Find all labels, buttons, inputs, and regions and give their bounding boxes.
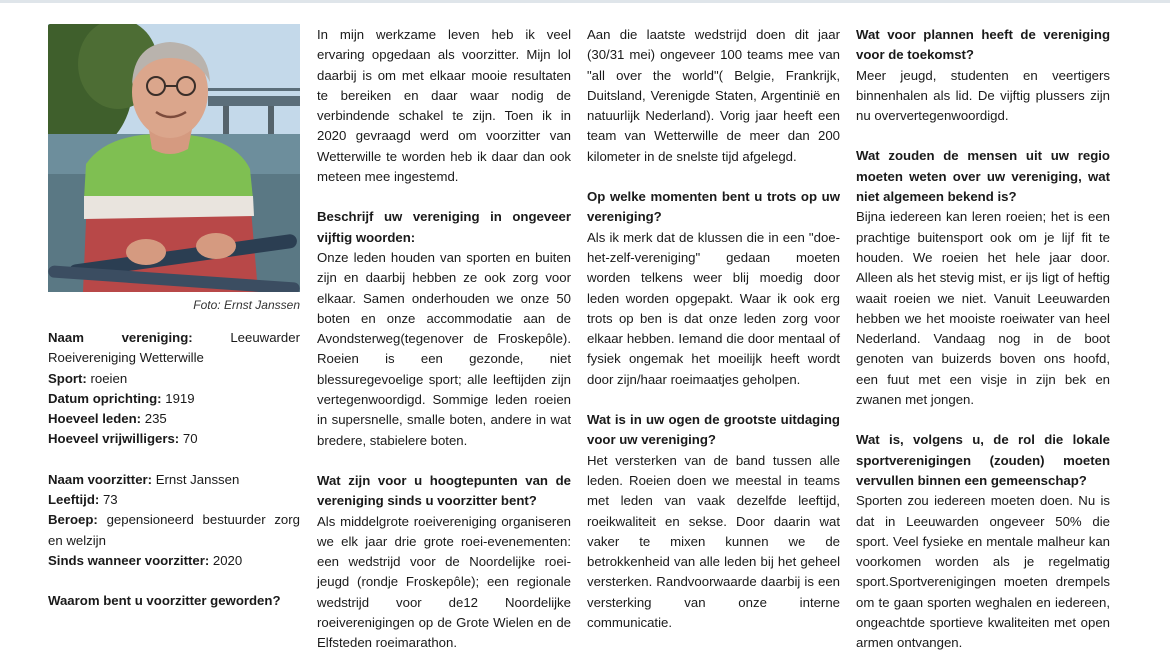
column-4: [856, 25, 1110, 654]
answer-uitdaging: Het versterken van de band tussen alle leden. Roeien doen we meestal in teams met leden van vaak dezelfde leeftijd, roeikwaliteit en sekse. Door daarin wat vaker te mixen kunnen we de betrokkenheid van alle leden bij het geheel versterken. Randvoorwaarde daarbij is een versterking van onze interne communicatie.: [587, 452, 840, 631]
answer-trots: Als ik merk dat de klussen die in een "doe-het-zelf-vereniging" gedaan moeten worden telkens weer blij moedig door leden worden opgepakt. Waar ik ook erg trots op ben is dat onze leden zorg voor elkaar hebben. Iemand die door mentaal of fysiek ongemak het moeilijk heeft wordt door zijn/haar roeimaatjes geholpen.: [587, 229, 840, 387]
answer-hoogtepunten-continued: Aan die laatste wedstrijd doen dit jaar (30/31 mei) ongeveer 100 teams mee van "all over the world"( Belgie, Frankrijk, Duitsland, Verenigde Staten, Argentinië en natuurlijk Nederland). Vorig jaar heeft een team van Wetterwille de meer dan 200 kilometer in de snelste tijd afgelegd.: [587, 27, 840, 164]
question-beschrijf: Beschrijf uw vereniging in ongeveer vijftig woorden:: [317, 209, 571, 245]
question-rol: Wat is, volgens u, de rol die lokale sportverenigingen (zouden) moeten vervullen binnen een gemeenschap?: [856, 432, 1110, 488]
fact-naam: Naam vereniging: Leeuwarder Roeivereniging Wetterwille: [48, 330, 300, 366]
fact-sport: Sport: roeien: [48, 370, 128, 386]
answer-rol: Sporten zou iedereen moeten doen. Nu is dat in Leeuwarden ongeveer 50% die sport. Veel fysieke en mentale malheur kan voorkomen worden als je regelmatig sport.Sportverenigingen moeten drempels om te gaan sporten weghalen en iedereen, ongeachtde sportieve kwaliteiten met open armen ontvangen.: [856, 493, 1110, 651]
fact-sheet: [48, 328, 300, 612]
question-plannen: Wat voor plannen heeft de vereniging voor de toekomst?: [856, 27, 1110, 63]
fact-leeftijd: Leeftijd: 73: [48, 492, 118, 508]
question-uitdaging: Wat is in uw ogen de grootste uitdaging voor uw vereniging?: [587, 412, 840, 448]
question-waarom: Waarom bent u voorzitter geworden?: [48, 593, 281, 609]
fact-vrijwilligers: Hoeveel vrijwilligers: 70: [48, 431, 198, 447]
column-3: [587, 25, 840, 633]
photo-rower: [48, 24, 300, 292]
top-border: [0, 0, 1170, 3]
question-trots: Op welke momenten bent u trots op uw vereniging?: [587, 189, 840, 225]
fact-sinds: Sinds wanneer voorzitter: 2020: [48, 552, 243, 568]
question-regio: Wat zouden de mensen uit uw regio moeten weten over uw vereniging, wat niet algemeen bekend is?: [856, 148, 1110, 205]
fact-leden: Hoeveel leden: 235: [48, 411, 167, 427]
column-1: [48, 24, 300, 612]
fact-voorzitter: Naam voorzitter: Ernst Janssen: [48, 471, 240, 487]
photo-caption: Foto: Ernst Janssen: [193, 298, 300, 312]
fact-datum: Datum oprichting: 1919: [48, 390, 195, 406]
question-hoogtepunten: Wat zijn voor u hoogtepunten van de vereniging sinds u voorzitter bent?: [317, 472, 571, 509]
fact-beroep: Beroep: gepensioneerd bestuurder zorg en welzijn: [48, 512, 300, 548]
answer-waarom: In mijn werkzame leven heb ik veel ervaring opgedaan als voorzitter. Mijn lol daarbij is om met elkaar mooie resultaten te bereiken en daar waar nodig de verbindende schakel te zijn. Toen ik in 2020 gevraagd werd om voorzitter van Wetterwille te worden heb ik daar dan ook meteen mee ingestemd.: [317, 27, 571, 185]
answer-beschrijf: Onze leden houden van sporten en buiten zijn en daarbij hebben ze ook zorg voor elkaar. Samen onderhouden we onze 50 boten en onze accommodatie aan de Avondsterweg(tegenover de Froskepôle). Roeien is een gezonde, niet blessuregevoelige sport; alle leeftijden zijn vertegenwoordigd. Sommige leden roeien in supersnelle, smalle boten, andere in wat bredere, stabielere boten.: [317, 249, 571, 448]
answer-regio: Bijna iedereen kan leren roeien; het is een prachtige buitensport ook om je lijf fit te houden. We roeien het hele jaar door. Alleen als het stevig mist, er ijs ligt of heftig waait roeien we niet. Vanuit Leeuwarden hebben we het mooiste roeiwater van heel Nederland. Vandaag nog in de boot genoten van buizerds boven ons hoofd, een fuut met een visje in zijn bek en zwanen met jongen.: [856, 209, 1110, 408]
column-2: [317, 25, 571, 654]
answer-hoogtepunten: Als middelgrote roeivereniging organiseren we elk jaar drie grote roei-evenementen: een wedstrijd voor de Noordelijke roei-jeugd (rondje Froskepôle); een regionale wedstrijd voor de12 Noordelijke roeiverenigingen op de Grote Wielen en de Elfsteden roeimarathon.: [317, 513, 571, 651]
answer-plannen: Meer jeugd, studenten en veertigers binnenhalen als lid. De vijftig plussers zijn nu oververtegenwoordigd.: [856, 67, 1110, 124]
